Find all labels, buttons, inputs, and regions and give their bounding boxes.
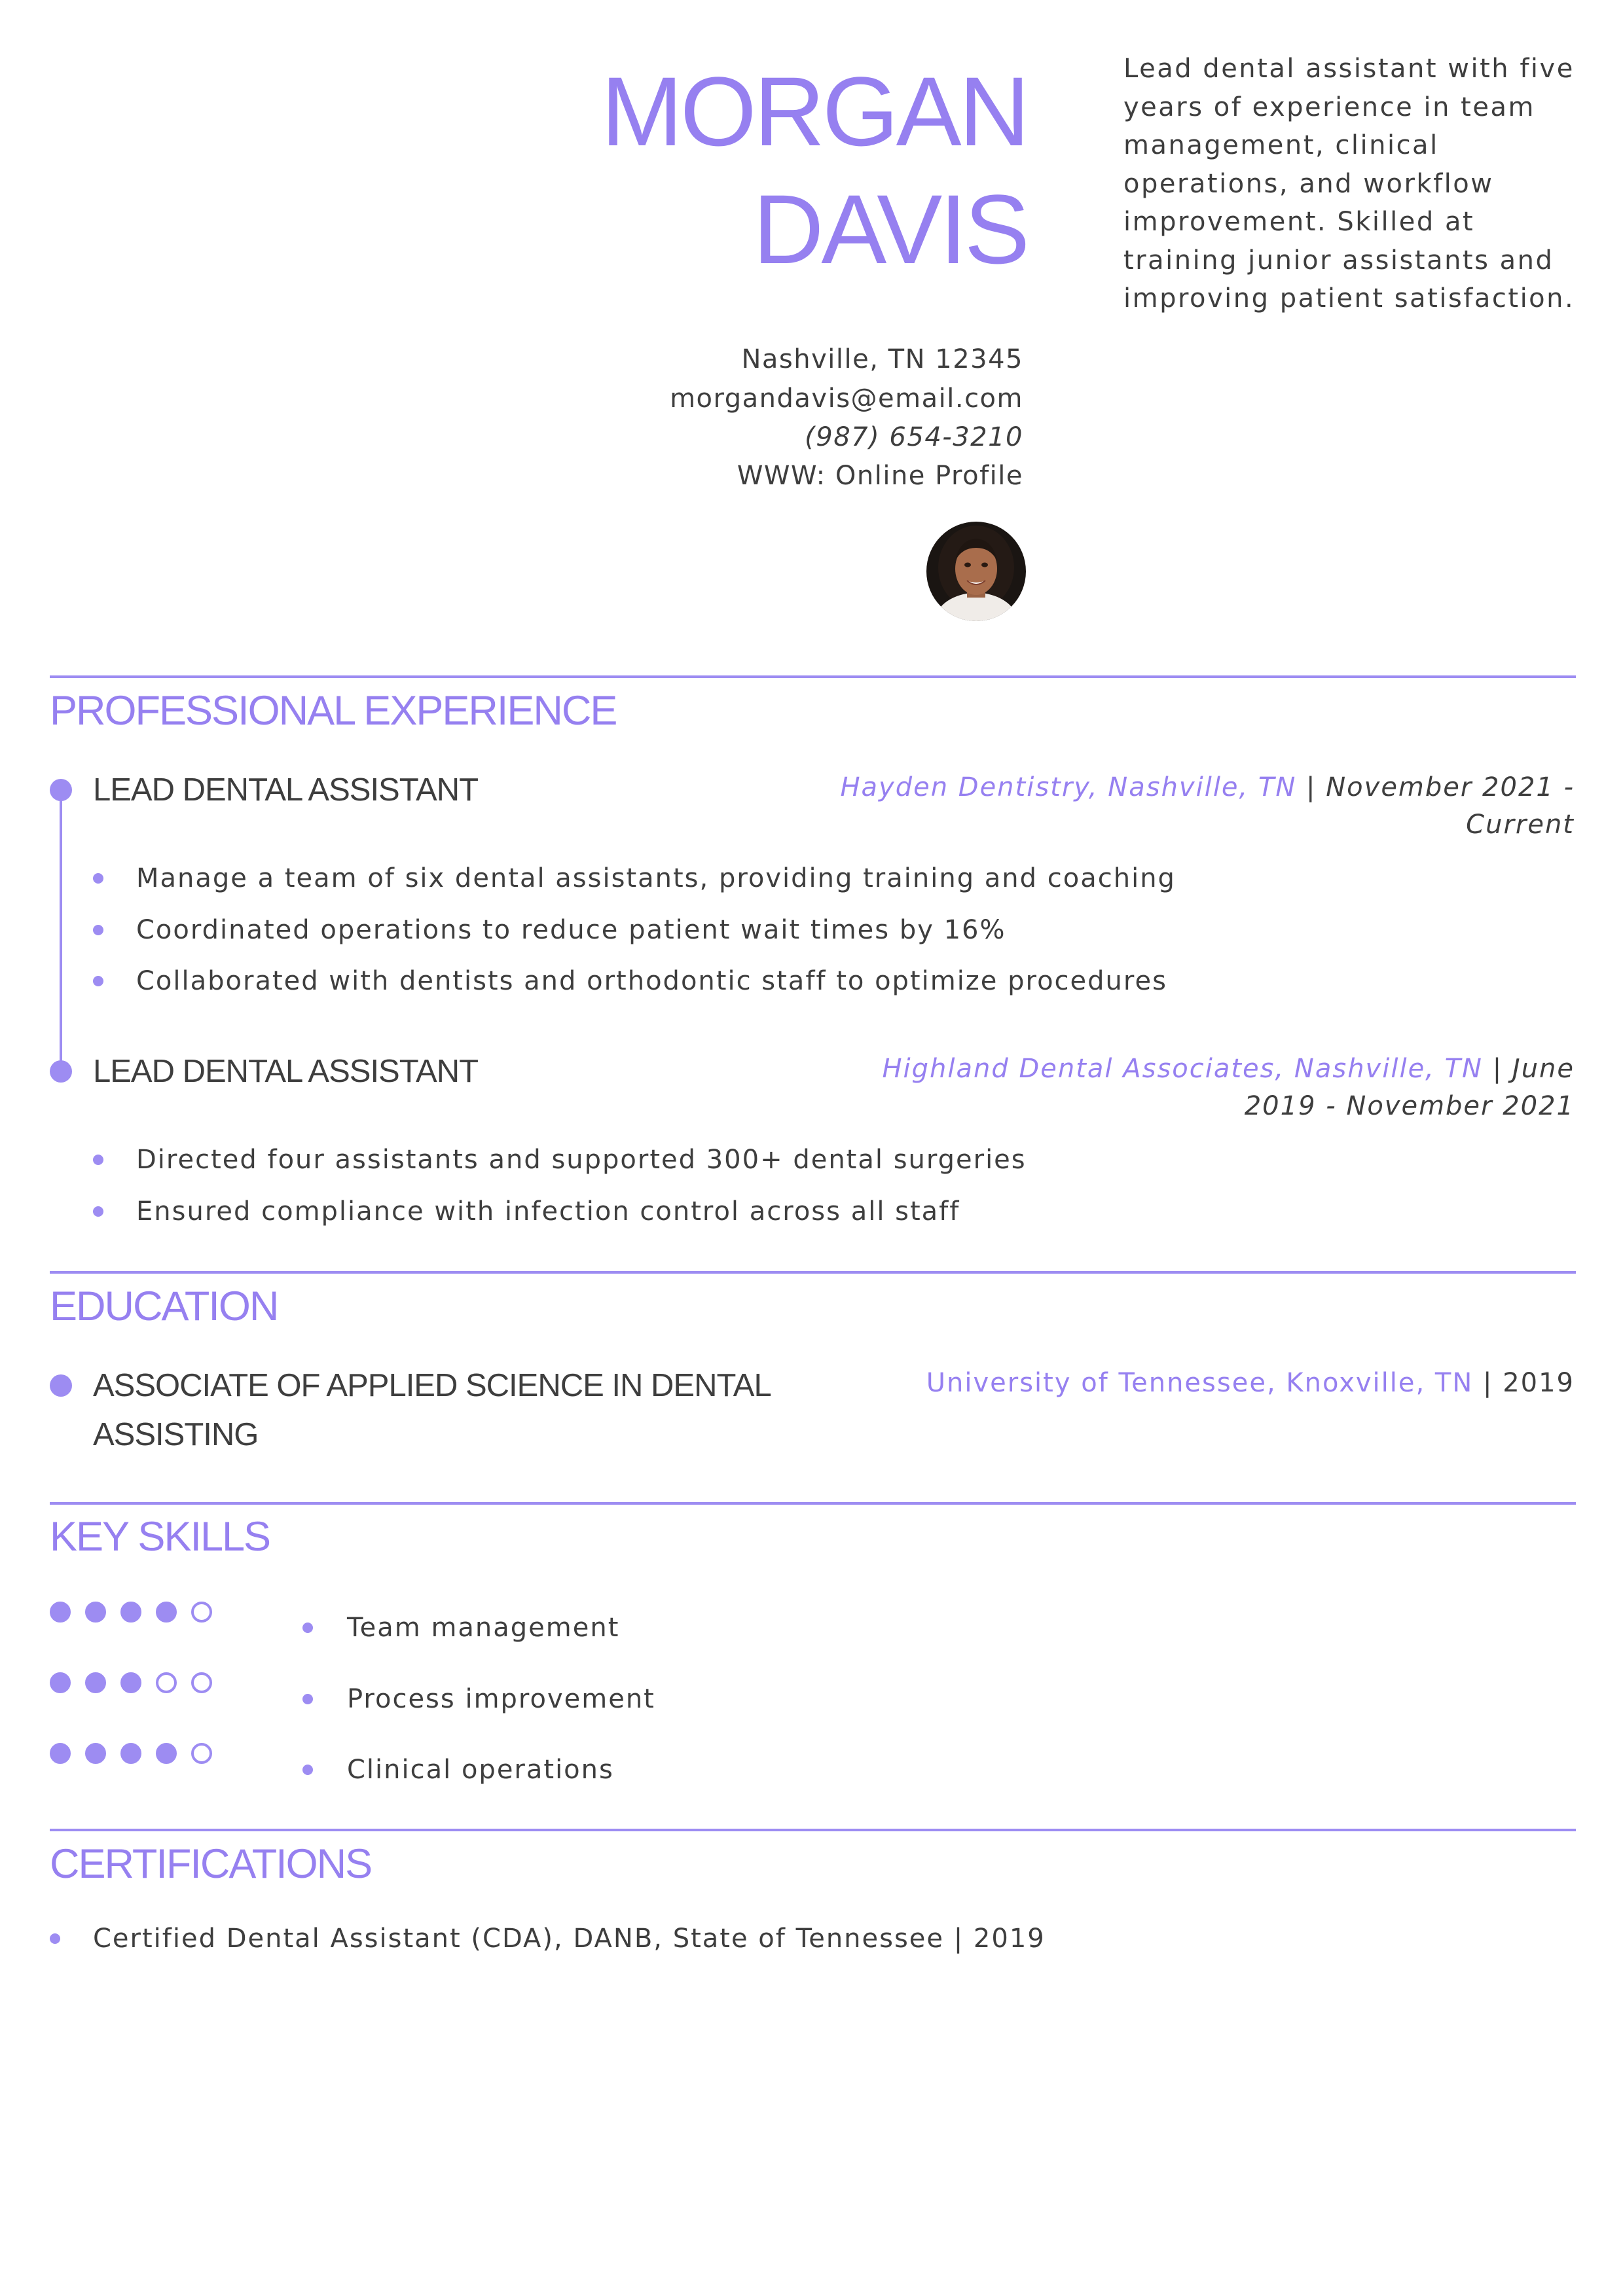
degree-title-continued: ASSISTING [93, 1417, 259, 1452]
rating-dot-filled [120, 1672, 141, 1693]
job-company: Highland Dental Associates, Nashville, TN [882, 1054, 1483, 1084]
rating-dot-filled [85, 1743, 106, 1764]
rating-dot-filled [50, 1743, 71, 1764]
job-bullet: Manage a team of six dental assistants, providing training and coaching [136, 863, 1176, 893]
graduation-year: 2019 [1503, 1368, 1575, 1398]
certifications-heading: CERTIFICATIONS [50, 1841, 372, 1887]
job-title: LEAD DENTAL ASSISTANT [93, 772, 479, 808]
job-dates-continued: Current [1466, 810, 1575, 840]
contact-location: Nashville, TN 12345 [741, 344, 1023, 374]
rating-dot-filled [156, 1743, 177, 1764]
job-title: LEAD DENTAL ASSISTANT [93, 1054, 479, 1089]
job-bullet: Directed four assistants and supported 300+ dental surgeries [136, 1145, 1027, 1175]
contact-phone[interactable]: (987) 654-3210 [805, 422, 1023, 452]
rating-dot-filled [50, 1672, 71, 1693]
degree-title: ASSOCIATE OF APPLIED SCIENCE IN DENTAL [93, 1368, 771, 1403]
meta-separator: | [1483, 1368, 1493, 1398]
bullet-dot [302, 1623, 313, 1633]
job-bullet: Collaborated with dentists and orthodontic staff to optimize procedures [136, 966, 1167, 996]
rating-dot-filled [50, 1602, 71, 1623]
meta-separator: | [1492, 1054, 1503, 1084]
certification-item: Certified Dental Assistant (CDA), DANB, State of Tennessee | 2019 [93, 1924, 1046, 1954]
job-meta [840, 769, 1575, 806]
skill-name: Clinical operations [347, 1755, 614, 1785]
bullet-dot [93, 873, 103, 884]
section-divider [50, 675, 1576, 678]
contact-website[interactable]: WWW: Online Profile [737, 461, 1023, 491]
rating-dot-empty [156, 1672, 177, 1693]
job-dates: November 2021 - [1326, 772, 1575, 802]
experience-heading: PROFESSIONAL EXPERIENCE [50, 688, 617, 734]
timeline-dot [50, 1060, 72, 1083]
last-name: DAVIS [752, 174, 1027, 284]
job-bullet: Ensured compliance with infection control across all staff [136, 1196, 960, 1227]
rating-dot-filled [85, 1672, 106, 1693]
education-meta [926, 1365, 1575, 1402]
timeline-dot [50, 1374, 72, 1397]
rating-dot-empty [191, 1672, 212, 1693]
job-company: Hayden Dentistry, Nashville, TN [840, 772, 1297, 802]
first-name: MORGAN [601, 56, 1027, 166]
timeline-dot [50, 779, 72, 801]
profile-photo [926, 522, 1026, 621]
rating-dot-filled [120, 1602, 141, 1623]
skill-name: Process improvement [347, 1684, 655, 1714]
job-meta [882, 1050, 1575, 1088]
bullet-dot [302, 1694, 313, 1704]
job-bullet: Coordinated operations to reduce patient wait times by 16% [136, 915, 1006, 945]
rating-dot-empty [191, 1743, 212, 1764]
bullet-dot [93, 1206, 103, 1217]
bullet-dot [93, 925, 103, 935]
rating-dot-filled [156, 1602, 177, 1623]
contact-email[interactable]: morgandavis@email.com [670, 384, 1023, 414]
section-divider [50, 1502, 1576, 1505]
meta-separator: | [1306, 772, 1317, 802]
bullet-dot [93, 976, 103, 986]
job-dates: June [1512, 1054, 1575, 1084]
rating-dot-filled [85, 1602, 106, 1623]
skills-heading: KEY SKILLS [50, 1514, 270, 1560]
bullet-dot [50, 1933, 60, 1944]
skill-name: Team management [347, 1613, 620, 1643]
profile-summary: Lead dental assistant with five years of experience in team management, clinical operations, and workflow improvement. Skilled at training junior assistants and improving patient satisfaction. [1123, 54, 1575, 314]
section-divider [50, 1829, 1576, 1831]
bullet-dot [302, 1765, 313, 1775]
school-name: University of Tennessee, Knoxville, TN [926, 1368, 1474, 1398]
job-dates-continued: 2019 - November 2021 [1244, 1091, 1575, 1121]
bullet-dot [93, 1155, 103, 1165]
rating-dot-empty [191, 1602, 212, 1623]
timeline-line [60, 790, 62, 1071]
section-divider [50, 1271, 1576, 1274]
rating-dot-filled [120, 1743, 141, 1764]
education-heading: EDUCATION [50, 1283, 278, 1329]
